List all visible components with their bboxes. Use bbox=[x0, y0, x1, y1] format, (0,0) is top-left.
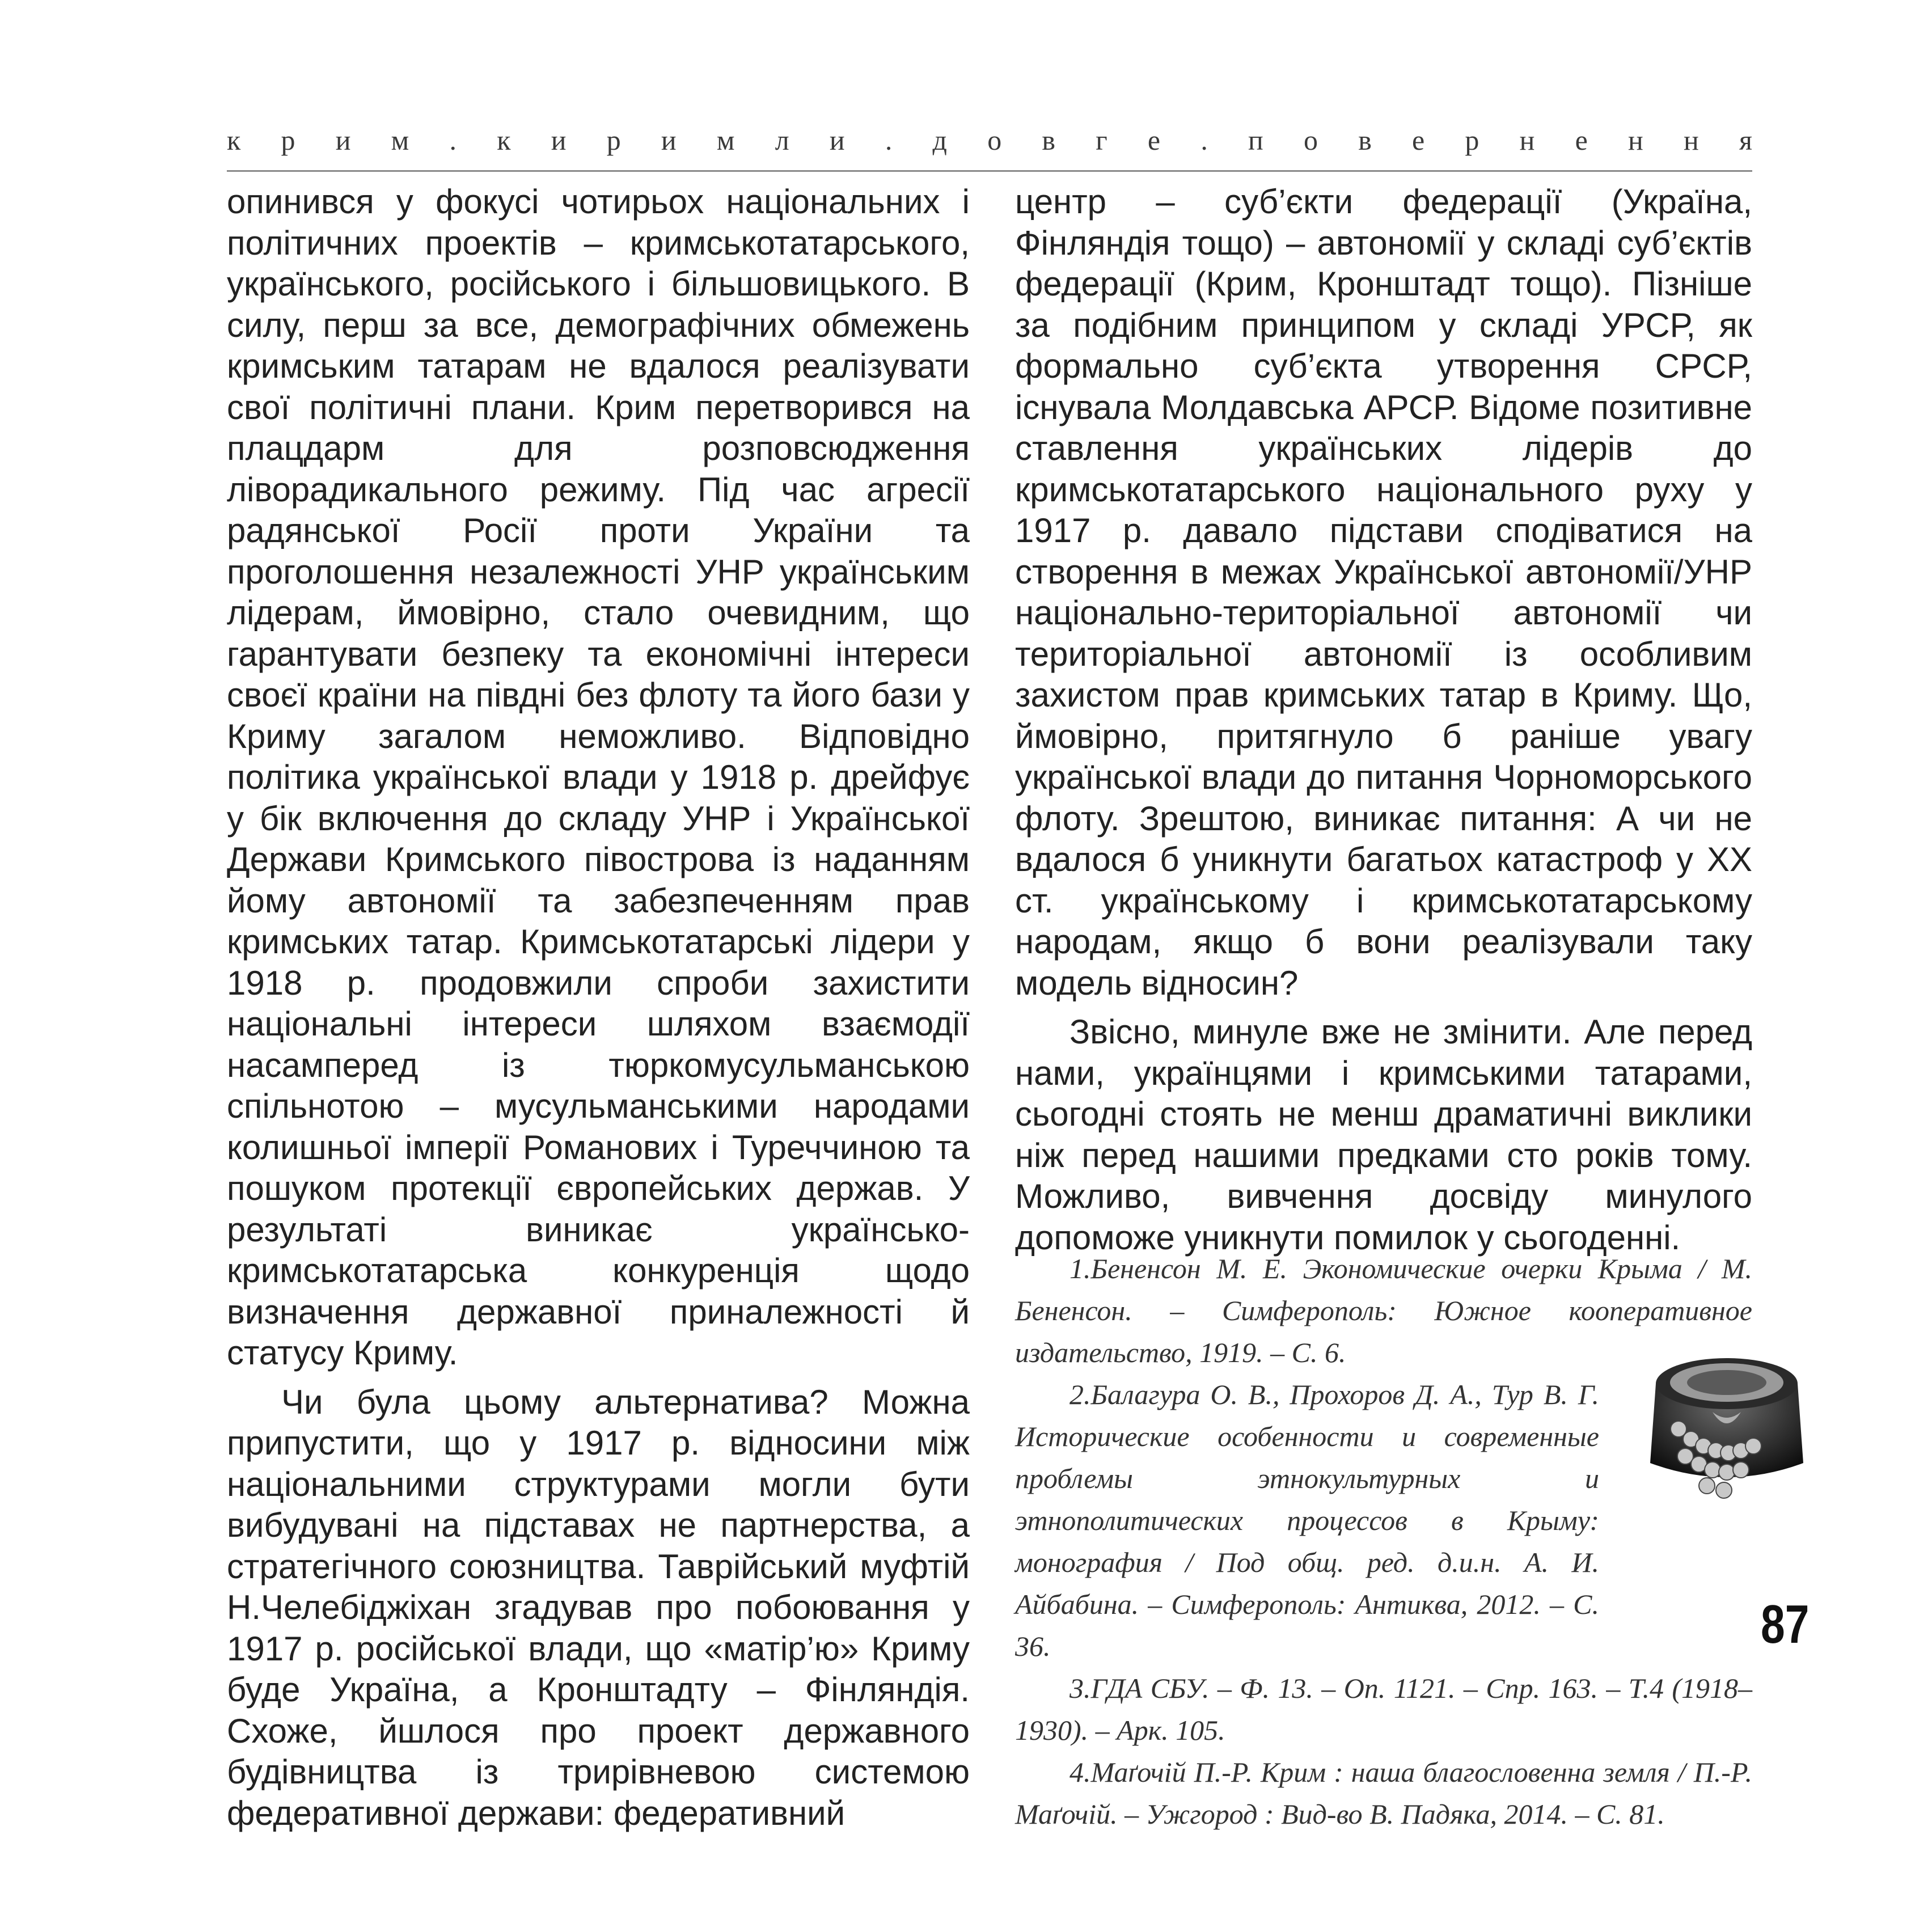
running-head-letter: е bbox=[1147, 124, 1161, 156]
running-head-letter: о bbox=[987, 124, 1002, 156]
running-head-letter: м bbox=[716, 124, 735, 156]
running-head-letter: м bbox=[391, 124, 409, 156]
running-head-letter: г bbox=[1096, 124, 1107, 156]
paragraph: Чи була цьому альтернатива? Можна припустити, що у 1917 р. відносини між національними структурами могли бути вибудувані на підставах не партнерства, а стратегічного союзництва. Таврійський муфтій Н.Челебіджіхан згадував про побоювання у 1917 р. російської влади, що «матір’ю» Криму буде Україна, а Кронштадту – Фінляндія. Схоже, йшлося про проект державного будівництва із трирівневою системою федеративної держави: федеративний bbox=[227, 1383, 970, 1832]
running-head-letter: в bbox=[1358, 124, 1372, 156]
reference-item: 4.Маґочій П.-Р. Крим : наша благословенна земля / П.-Р. Маґочій. – Ужгород : Вид-во В. Падяка, 2014. – С. 81. bbox=[1015, 1756, 1752, 1830]
running-head-letter: и bbox=[661, 124, 677, 156]
reference-item: 1.Бененсон М. Е. Экономические очерки Крыма / М. Бененсон. – Симферополь: Южное кооперативное издательство, 1919. – С. 6. bbox=[1015, 1253, 1752, 1368]
running-head-letter: я bbox=[1739, 124, 1752, 156]
running-head-letter: н bbox=[1519, 124, 1535, 156]
fez-image bbox=[1644, 1344, 1809, 1514]
running-head-letter: в bbox=[1042, 124, 1055, 156]
running-head-letter: к bbox=[497, 124, 511, 156]
running-head-letter: о bbox=[1304, 124, 1318, 156]
running-head-letter: р bbox=[606, 124, 621, 156]
running-head-letter: . bbox=[885, 124, 893, 156]
running-head-letter: л bbox=[775, 124, 789, 156]
right-column bbox=[1015, 181, 1752, 1258]
running-head-letter: и bbox=[335, 124, 351, 156]
header-rule bbox=[227, 170, 1752, 172]
running-head-letter: н bbox=[1683, 124, 1699, 156]
paragraph: центр – суб’єкти федерації (Україна, Фінляндія тощо) – автономії у складі суб’єктів федерації (Крим, Кронштадт тощо). Пізніше за подібним принципом у складі УРСР, як формально суб’єкта утворення СРСР, існувала Молдавська АРСР. Відоме позитивне ставлення українських лідерів до кримськотатарського національного руху у 1917 р. давало підстави сподіватися на створення в межах Української автономії/УНР національно-територіальної автономії чи територіальної автономії із особливим захистом прав кримських татар в Криму. Що, ймовірно, притягнуло б раніше увагу української влади до питання Чорноморського флоту. Зрештою, виникає питання: А чи не вдалося б уникнути багатьох катастроф у XX ст. українському і кримськотатарському народам, якщо б вони реалізували таку модель відносин? bbox=[1015, 183, 1752, 1002]
reference-item: 2.Балагура О. В., Прохоров Д. А., Тур В. Г. Исторические особенности и современные проблемы этнокультурных и этнополитических процессов в Крыму: монография / Под общ. ред. д.и.н. А. И. Айбабина. – Симферополь: Антиква, 2012. – С. 36. bbox=[1015, 1379, 1599, 1662]
running-head-letter: р bbox=[281, 124, 295, 156]
reference-item: 3.ГДА СБУ. – Ф. 13. – Оп. 1121. – Спр. 163. – Т.4 (1918–1930). – Арк. 105. bbox=[1015, 1672, 1752, 1746]
running-head-letter: . bbox=[449, 124, 457, 156]
running-head-letter: д bbox=[932, 124, 947, 156]
running-head-letter: к bbox=[227, 124, 241, 156]
running-head-letter: р bbox=[1465, 124, 1479, 156]
paragraph: Звісно, минуле вже не змінити. Але перед нами, українцями і кримськими татарами, сьогодні стоять не менш драматичні виклики ніж перед нашими предками сто років тому. Можливо, вивчення досвіду минулого допоможе уникнути помилок у сьогоденні. bbox=[1015, 1013, 1752, 1257]
running-head-letter: и bbox=[829, 124, 845, 156]
paragraph: опинився у фокусі чотирьох національних і політичних проектів – кримськотатарського, українського, російського і більшовицького. В силу, перш за все, демографічних обмежень кримським татарам не вдалося реалізувати свої політичні плани. Крим перетворився на плацдарм для розповсюдження ліворадикального режиму. Під час агресії радянської Росії проти України та проголошення незалежності УНР українським лідерам, ймовірно, стало очевидним, що гарантувати безпеку та економічні інтереси своєї країни на півдні без флоту та його бази у Криму загалом неможливо. Відповідно політика української влади у 1918 р. дрейфує у бік включення до складу УНР і Української Держави Кримського півострова із наданням йому автономії та забезпеченням прав кримських татар. Кримськотатарські лідери у 1918 р. продовжили спроби захистити національні інтереси шляхом взаємодії насамперед із тюркомусульманською спільнотою – мусульманськими народами колишньої імперії Романових і Туреччиною та пошуком протекції європейських держав. У результаті виникає українсько-кримськотатарська конкуренція щодо визначення державної приналежності й статусу Криму. bbox=[227, 183, 970, 1372]
references bbox=[1015, 1248, 1752, 1835]
running-head-letter: е bbox=[1412, 124, 1425, 156]
running-head-letter: н bbox=[1628, 124, 1643, 156]
running-head-letter: п bbox=[1248, 124, 1263, 156]
running-head bbox=[227, 124, 1752, 157]
running-head-letter: и bbox=[551, 124, 567, 156]
page-number: 87 bbox=[1761, 1594, 1810, 1655]
running-head-letter: е bbox=[1575, 124, 1588, 156]
running-head-letter: . bbox=[1200, 124, 1208, 156]
left-column bbox=[227, 181, 970, 1834]
